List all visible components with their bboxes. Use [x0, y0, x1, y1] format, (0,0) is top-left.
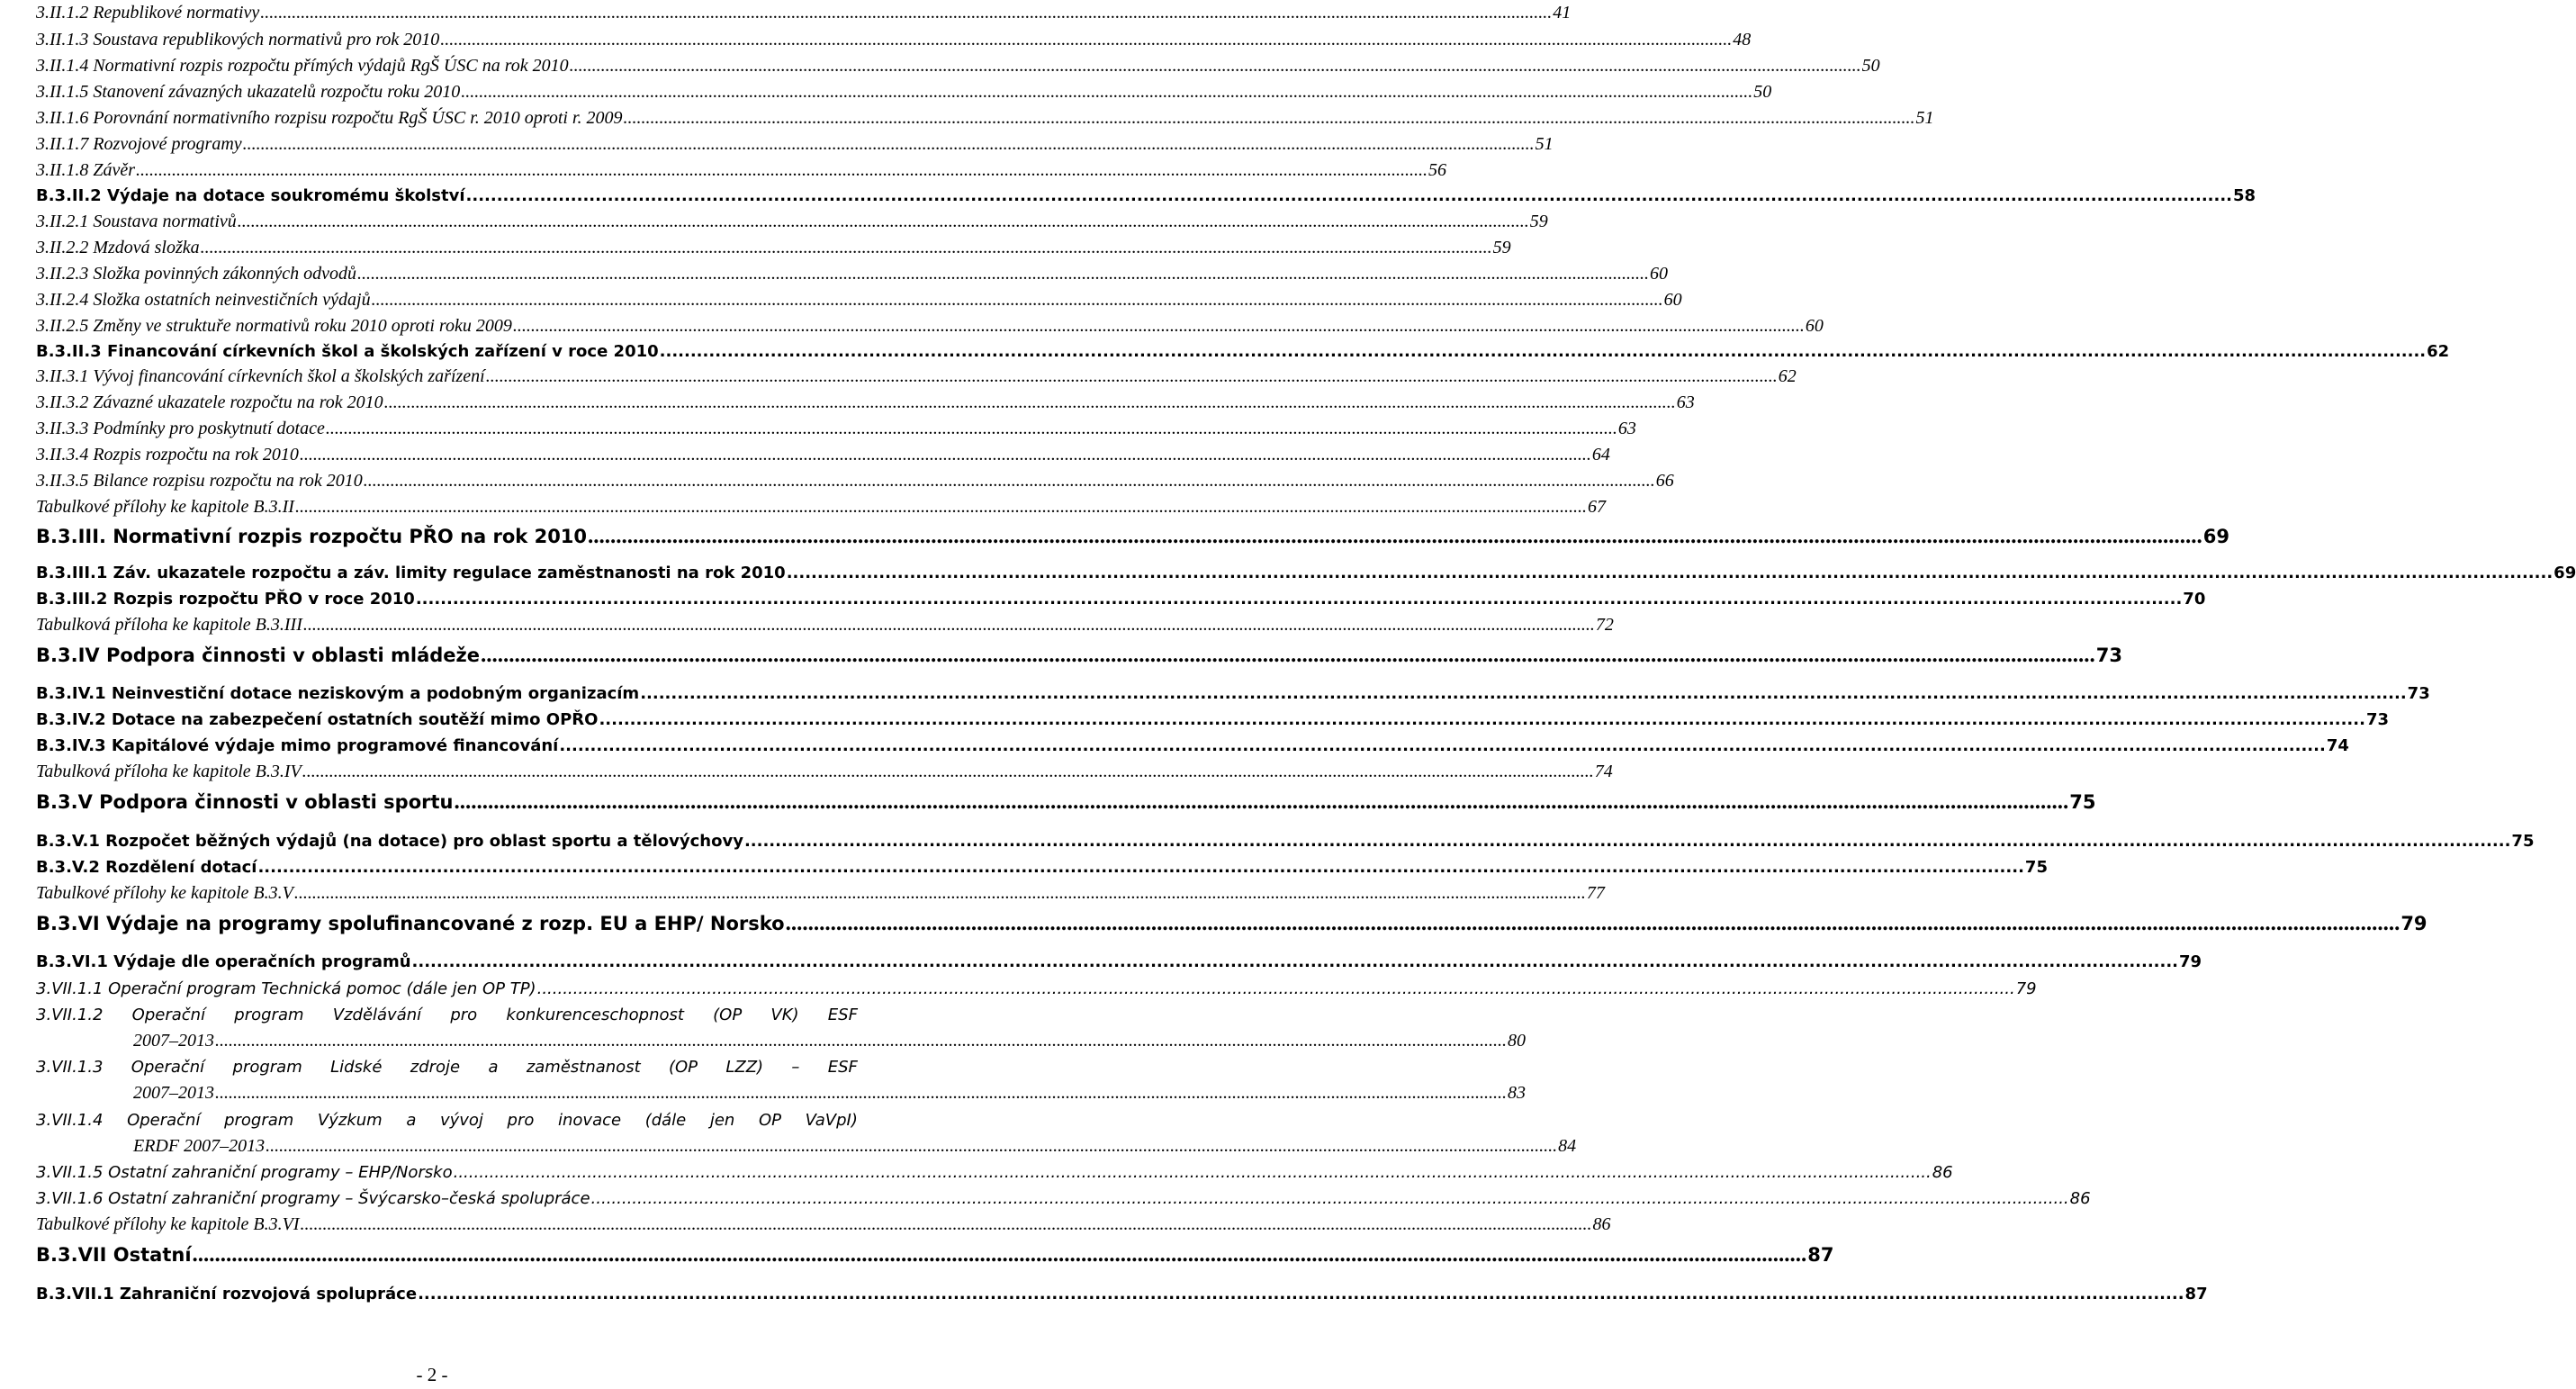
toc-page-number: 75: [2511, 832, 2535, 851]
toc-entry-label: 3.VII.1.6 Ostatní zahraniční programy – Švýcarsko–česká spolupráce: [36, 1189, 590, 1208]
toc-page-number: 60: [1650, 264, 1669, 284]
toc-leader-dots: [599, 707, 2364, 733]
toc-entry-label: 3.II.3.3 Podmínky pro poskytnutí dotace: [36, 419, 325, 438]
toc-page-number: 63: [1617, 419, 1636, 438]
toc-page-number: 59: [1529, 212, 1548, 231]
toc-page-number: 79: [2400, 913, 2427, 934]
toc-leader-dots: [295, 494, 1587, 520]
toc-entry-label: B.3.IV.2 Dotace na zabezpečení ostatních soutěží mimo OPŘO: [36, 710, 599, 729]
toc-leader-dots: [266, 1133, 1557, 1159]
toc-entry-label: 3.II.2.5 Změny ve struktuře normativů roku 2010 oproti roku 2009: [36, 316, 512, 336]
toc-entry[interactable]: [0, 681, 2430, 707]
toc-leader-dots: [744, 828, 2510, 854]
toc-page-number: 59: [1492, 238, 1511, 257]
toc-leader-dots: [412, 949, 2178, 975]
toc-page-number: 62: [2427, 342, 2450, 361]
toc-entry[interactable]: [0, 1241, 1834, 1267]
toc-page-number: 69: [2553, 564, 2576, 582]
toc-page-number: 56: [1428, 160, 1446, 180]
toc-leader-dots: [300, 442, 1591, 468]
toc-page-number: 64: [1591, 445, 1610, 465]
toc-entry-label: 3.VII.1.1 Operační program Technická pomoc (dále jen OP TP): [36, 979, 536, 998]
toc-leader-dots: [481, 642, 2095, 668]
toc-leader-dots: [624, 105, 1915, 131]
toc-page-number: 51: [1535, 134, 1554, 154]
toc-leader-dots: [455, 789, 2069, 815]
toc-leader-dots: [559, 733, 2325, 759]
toc-leader-dots: [466, 183, 2232, 209]
toc-page-number: 77: [1586, 883, 1605, 903]
toc-entry-label: 3.II.3.1 Vývoj financování církevních škol a školských zařízení: [36, 366, 485, 386]
toc-page-number: 87: [1807, 1244, 1834, 1266]
toc-page-number: 73: [2095, 645, 2122, 666]
toc-page-number: 60: [1663, 290, 1682, 310]
toc-entry[interactable]: [0, 560, 2576, 586]
toc-entry-label: B.3.III.1 Záv. ukazatele rozpočtu a záv. limity regulace zaměstnanosti na rok 2010: [36, 564, 786, 582]
toc-leader-dots: [357, 261, 1649, 287]
toc-entry[interactable]: [0, 1212, 1611, 1238]
toc-entry-label: 3.II.2.2 Mzdová složka: [36, 238, 200, 257]
toc-page-number: 84: [1558, 1136, 1577, 1156]
toc-leader-dots: [372, 287, 1663, 313]
toc-entry[interactable]: [0, 105, 1934, 131]
toc-leader-dots: [440, 27, 1732, 53]
toc-page-number: 79: [2179, 952, 2202, 971]
toc-leader-dots: [570, 53, 1861, 79]
toc-entry[interactable]: [0, 1186, 2091, 1212]
toc-leader-dots: [486, 364, 1778, 390]
toc-entry[interactable]: [0, 1133, 1577, 1159]
toc-entry[interactable]: [0, 338, 2450, 365]
toc-entry-label: 3.VII.1.2 Operační program Vzdělávání pro konkurenceschopnost (OP VK) ESF: [36, 1006, 858, 1024]
toc-leader-dots: [787, 560, 2553, 586]
toc-entry-label: B.3.VII Ostatní: [36, 1244, 192, 1266]
toc-page-number: 41: [1553, 3, 1572, 23]
toc-entry-label: 3.II.3.2 Závazné ukazatele rozpočtu na rok 2010: [36, 392, 383, 412]
toc-page-number: 66: [1655, 471, 1674, 491]
toc-entry-label: 3.II.1.4 Normativní rozpis rozpočtu přímých výdajů RgŠ ÚSC na rok 2010: [36, 56, 569, 76]
toc-entry-label: 2007–2013: [133, 1083, 214, 1103]
toc-entry[interactable]: [0, 949, 2202, 975]
toc-entry-label: Tabulková příloha ke kapitole B.3.IV: [36, 762, 302, 781]
toc-entry-label: Tabulková příloha ke kapitole B.3.III: [36, 615, 302, 635]
toc-entry-label: B.3.VI.1 Výdaje dle operačních programů: [36, 952, 411, 971]
toc-entry[interactable]: [0, 390, 1695, 416]
toc-entry[interactable]: [0, 759, 1613, 785]
toc-entry-label: B.3.VI Výdaje na programy spolufinancované z rozp. EU a EHP/ Norsko: [36, 913, 785, 934]
toc-entry-label: 3.II.1.2 Republikové normativy: [36, 3, 260, 23]
toc-leader-dots: [201, 235, 1492, 261]
toc-entry[interactable]: [0, 976, 2037, 1002]
toc-leader-dots: [640, 681, 2406, 707]
toc-entry-label: 3.II.3.5 Bilance rozpisu rozpočtu na rok 2010: [36, 471, 363, 491]
page-number-footer: - 2 -: [416, 1364, 448, 1385]
toc-leader-dots: [215, 1080, 1507, 1106]
toc-entry-label: Tabulkové přílohy ke kapitole B.3.V: [36, 883, 293, 903]
toc-page-number: 48: [1733, 30, 1752, 50]
toc-entry[interactable]: [0, 494, 1606, 520]
toc-entry-label: B.3.VII.1 Zahraniční rozvojová spolupráce: [36, 1285, 418, 1303]
toc-entry[interactable]: [0, 1002, 864, 1028]
toc-entry-label: B.3.V Podpora činnosti v oblasti sportu: [36, 791, 454, 813]
toc-entry-label: 3.VII.1.4 Operační program Výzkum a vývoj pro inovace (dále jen OP VaVpI): [36, 1111, 858, 1130]
toc-entry-label: 3.II.1.6 Porovnání normativního rozpisu rozpočtu RgŠ ÚSC r. 2010 oproti r. 2009: [36, 108, 623, 128]
toc-entry-label: 3.II.2.4 Složka ostatních neinvestičních výdajů: [36, 290, 371, 310]
toc-page-number: 74: [2326, 736, 2349, 755]
toc-entry[interactable]: [0, 364, 1797, 390]
toc-entry[interactable]: [0, 287, 1682, 313]
toc-entry-label: B.3.II.3 Financování církevních škol a školských zařízení v roce 2010: [36, 342, 659, 361]
toc-page-number: 72: [1595, 615, 1614, 635]
toc-entry-label: B.3.IV.3 Kapitálové výdaje mimo programové financování: [36, 736, 559, 755]
toc-leader-dots: [303, 612, 1595, 638]
toc-page-number: 83: [1508, 1083, 1526, 1103]
toc-entry[interactable]: [0, 1159, 1953, 1186]
toc-leader-dots: [513, 313, 1805, 339]
toc-entry[interactable]: [0, 707, 2390, 733]
toc-entry-label: 3.II.3.4 Rozpis rozpočtu na rok 2010: [36, 445, 299, 465]
toc-entry-label: 3.II.1.7 Rozvojové programy: [36, 134, 242, 154]
toc-entry-label: B.3.IV Podpora činnosti v oblasti mládeže: [36, 645, 480, 666]
toc-entry-label: Tabulkové přílohy ke kapitole B.3.VI: [36, 1214, 300, 1234]
toc-entry[interactable]: [0, 0, 1572, 26]
toc-entry-label: 3.II.2.3 Složka povinných zákonných odvodů: [36, 264, 357, 284]
toc-entry[interactable]: [0, 416, 1636, 442]
toc-page-number: 75: [2069, 791, 2096, 813]
toc-entry-label: B.3.V.2 Rozdělení dotací: [36, 858, 257, 877]
toc-leader-dots: [537, 976, 2015, 1002]
toc-entry[interactable]: [0, 313, 1824, 339]
toc-entry[interactable]: [0, 612, 1614, 638]
toc-page-number: 69: [2202, 526, 2230, 547]
toc-page-number: 86: [2069, 1189, 2091, 1208]
toc-entry[interactable]: [0, 1080, 1526, 1106]
toc-entry-label: 3.VII.1.3 Operační program Lidské zdroje a zaměstnanost (OP LZZ) – ESF: [36, 1058, 858, 1077]
toc-leader-dots: [243, 131, 1535, 158]
toc-page-number: 51: [1915, 108, 1934, 128]
toc-entry-label: 3.II.1.8 Závěr: [36, 160, 135, 180]
toc-entry[interactable]: [0, 27, 1752, 53]
toc-page-number: 70: [2183, 590, 2206, 609]
toc-entry[interactable]: [0, 261, 1669, 287]
toc-page-number: 58: [2233, 186, 2256, 205]
toc-leader-dots: [193, 1241, 1807, 1267]
toc-leader-dots: [384, 390, 1676, 416]
toc-entry-label: B.3.III.2 Rozpis rozpočtu PŘO v roce 2010: [36, 590, 415, 609]
toc-entry[interactable]: [0, 828, 2535, 854]
toc-page-number: 67: [1587, 497, 1606, 517]
toc-leader-dots: [257, 854, 2023, 880]
toc-leader-dots: [588, 523, 2202, 549]
toc-leader-dots: [418, 1281, 2184, 1307]
toc-entry[interactable]: [0, 468, 1674, 494]
toc-entry[interactable]: [0, 79, 1772, 105]
toc-entry[interactable]: [0, 1281, 2208, 1307]
toc-leader-dots: [302, 759, 1594, 785]
toc-entry-label: 3.II.1.3 Soustava republikových normativů pro rok 2010: [36, 30, 440, 50]
toc-entry-label: 2007–2013: [133, 1031, 214, 1051]
toc-entry[interactable]: [0, 733, 2349, 759]
toc-entry-label: Tabulkové přílohy ke kapitole B.3.II: [36, 497, 294, 517]
toc-page-number: 62: [1778, 366, 1797, 386]
toc-page-number: 74: [1594, 762, 1613, 781]
toc-entry[interactable]: [0, 131, 1554, 158]
toc-page-number: 50: [1861, 56, 1880, 76]
toc-entry-label: B.3.V.1 Rozpočet běžných výdajů (na dotace) pro oblast sportu a tělovýchovy: [36, 832, 743, 851]
toc-leader-dots: [364, 468, 1655, 494]
toc-leader-dots: [461, 79, 1752, 105]
toc-entry-label: B.3.IV.1 Neinvestiční dotace neziskovým a podobným organizacím: [36, 684, 640, 703]
toc-entry[interactable]: [0, 789, 2096, 815]
toc-entry-label: B.3.II.2 Výdaje na dotace soukromému školství: [36, 186, 465, 205]
toc-entry[interactable]: [0, 1107, 864, 1133]
toc-page-number: 50: [1753, 82, 1772, 102]
toc-leader-dots: [260, 0, 1552, 26]
toc-leader-dots: [660, 338, 2426, 365]
toc-entry[interactable]: [0, 1054, 864, 1080]
toc-page-number: 73: [2365, 710, 2390, 729]
toc-leader-dots: [454, 1159, 1932, 1186]
toc-page-number: 86: [1932, 1163, 1953, 1182]
toc-page-number: 86: [1592, 1214, 1611, 1234]
toc-entry[interactable]: [0, 235, 1511, 261]
toc-leader-dots: [238, 209, 1529, 235]
toc-entry-label: 3.VII.1.5 Ostatní zahraniční programy – EHP/Norsko: [36, 1163, 453, 1182]
toc-leader-dots: [294, 880, 1586, 906]
toc-leader-dots: [786, 910, 2400, 936]
toc-leader-dots: [136, 158, 1428, 184]
toc-page-number: 63: [1676, 392, 1695, 412]
toc-page-number: 80: [1508, 1031, 1526, 1051]
toc-page-number: 75: [2024, 858, 2048, 877]
toc-entry-label: 3.II.1.5 Stanovení závazných ukazatelů rozpočtu roku 2010: [36, 82, 461, 102]
toc-leader-dots: [416, 586, 2182, 612]
toc-leader-dots: [215, 1028, 1507, 1054]
toc-entry[interactable]: [0, 854, 2048, 880]
toc-entry[interactable]: [0, 586, 2206, 612]
toc-entry[interactable]: [0, 53, 1880, 79]
toc-entry[interactable]: [0, 442, 1610, 468]
toc-entry[interactable]: [0, 158, 1446, 184]
toc-entry[interactable]: [0, 183, 2256, 209]
toc-entry-label: ERDF 2007–2013: [133, 1136, 266, 1156]
toc-entry[interactable]: [0, 209, 1548, 235]
toc-leader-dots: [326, 416, 1617, 442]
toc-entry[interactable]: [0, 880, 1605, 906]
toc-entry-label: 3.II.2.1 Soustava normativů: [36, 212, 237, 231]
toc-leader-dots: [301, 1212, 1592, 1238]
toc-entry[interactable]: [0, 1028, 1526, 1054]
toc-page-number: 79: [2015, 979, 2037, 998]
toc-page-number: 87: [2184, 1285, 2208, 1303]
toc-page-number: 73: [2407, 684, 2430, 703]
toc-entry[interactable]: [0, 910, 2427, 936]
toc-entry[interactable]: [0, 523, 2230, 549]
toc-entry[interactable]: [0, 642, 2122, 668]
toc-leader-dots: [591, 1186, 2069, 1212]
toc-entry-label: B.3.III. Normativní rozpis rozpočtu PŘO na rok 2010: [36, 526, 588, 547]
toc-page-number: 60: [1805, 316, 1824, 336]
